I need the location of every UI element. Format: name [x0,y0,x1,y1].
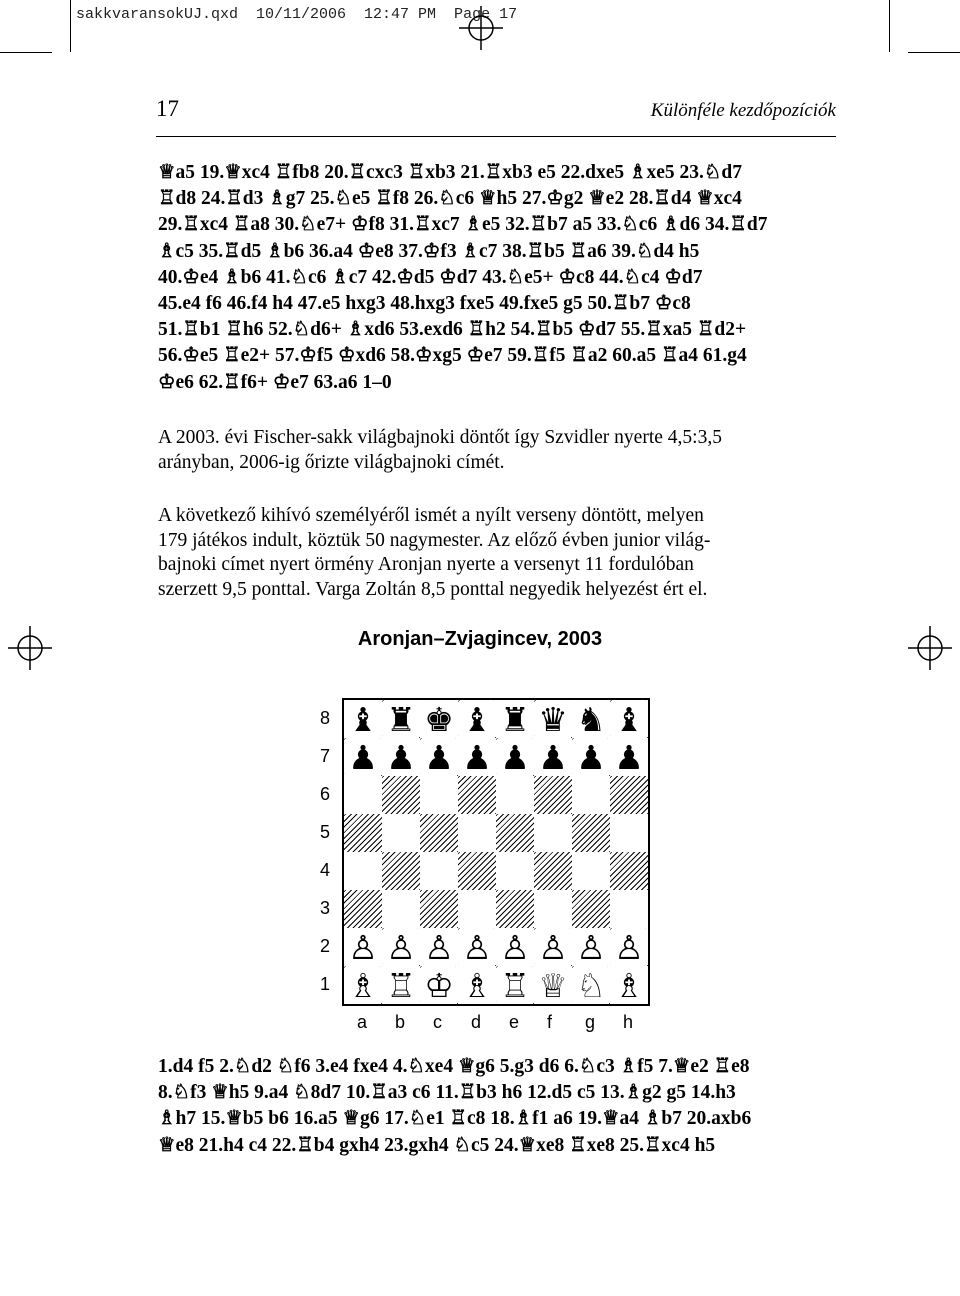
board-square-b8 [382,700,420,738]
board-square-g2 [572,928,610,966]
chess-piece-icon: ♕ [534,966,572,1004]
board-square-d6 [458,776,496,814]
board-square-e7 [496,738,534,776]
board-square-f1 [534,966,572,1004]
running-title: Különféle kezdőpozíciók [650,100,836,121]
paragraph-line: bajnoki címet nyert örmény Aronjan nyerte a versenyt 11 fordulóban [158,554,694,576]
file-label: d [471,1012,482,1032]
chess-piece-icon: ♙ [458,928,496,966]
chess-piece-icon: ♗ [610,966,648,1004]
board-square-f7 [534,738,572,776]
board-square-g3 [572,890,610,928]
board-square-a8 [344,700,382,738]
chess-piece-icon: ♙ [534,928,572,966]
chess-piece-icon: ♟ [420,738,458,776]
move-line: ♕e8 21.h4 c4 22.♖b4 gxh4 23.gxh4 ♘c5 24.♕xe8 ♖xe8 25.♖xc4 h5 [158,1134,716,1156]
board-square-e8 [496,700,534,738]
board-square-b3 [382,890,420,928]
rank-label: 2 [320,936,331,956]
rank-label: 3 [320,898,331,918]
board-square-e1 [496,966,534,1004]
board-square-d8 [458,700,496,738]
chess-piece-icon: ♞ [572,700,610,738]
board-square-b7 [382,738,420,776]
chess-board [342,698,650,1006]
chess-piece-icon: ♘ [572,966,610,1004]
chess-piece-icon: ♙ [610,928,648,966]
rank-label: 1 [320,974,331,994]
crop-mark [70,0,71,52]
board-square-b2 [382,928,420,966]
chess-piece-icon: ♟ [344,738,382,776]
move-line: 45.e4 f6 46.f4 h4 47.e5 hxg3 48.hxg3 fxe5 49.fxe5 g5 50.♖b7 ♔c8 [158,292,691,314]
paragraph-line: szerzett 9,5 ponttal. Varga Zoltán 8,5 ponttal negyedik helyezést ért el. [158,578,708,600]
board-square-c5 [420,814,458,852]
board-square-e5 [496,814,534,852]
crop-mark [889,0,890,52]
board-square-g7 [572,738,610,776]
board-square-b6 [382,776,420,814]
board-square-e4 [496,852,534,890]
board-square-c2 [420,928,458,966]
rank-label: 7 [320,746,331,766]
board-square-a3 [344,890,382,928]
header-rule [156,136,836,137]
rank-label: 4 [320,860,331,880]
board-square-h5 [610,814,648,852]
board-square-h4 [610,852,648,890]
board-square-a7 [344,738,382,776]
board-square-f5 [534,814,572,852]
chess-piece-icon: ♟ [610,738,648,776]
board-square-d7 [458,738,496,776]
chess-piece-icon: ♜ [382,700,420,738]
registration-mark-icon [459,6,503,50]
paragraph-line: arányban, 2006-ig őrizte világbajnoki címét. [158,451,505,473]
move-line: 29.♖xc4 ♖a8 30.♘e7+ ♔f8 31.♖xc7 ♗e5 32.♖b7 a5 33.♘c6 ♗d6 34.♖d7 [158,214,768,236]
file-slug: sakkvaransokUJ.qxd 10/11/2006 12:47 PM Page 17 [76,6,518,23]
board-square-e2 [496,928,534,966]
chess-piece-icon: ♝ [458,700,496,738]
chess-piece-icon: ♚ [420,700,458,738]
board-square-b1 [382,966,420,1004]
board-square-h7 [610,738,648,776]
chess-piece-icon: ♟ [572,738,610,776]
move-line: ♗h7 15.♕b5 b6 16.a5 ♕g6 17.♘e1 ♖c8 18.♗f1 a6 19.♕a4 ♗b7 20.axb6 [158,1108,752,1130]
chess-piece-icon: ♗ [344,966,382,1004]
board-square-h1 [610,966,648,1004]
chess-piece-icon: ♟ [496,738,534,776]
board-square-b5 [382,814,420,852]
paragraph-line: A 2003. évi Fischer-sakk világbajnoki döntőt így Szvidler nyerte 4,5:3,5 [158,427,722,448]
chess-piece-icon: ♙ [382,928,420,966]
move-line: ♔e6 62.♖f6+ ♔e7 63.a6 1–0 [158,371,392,393]
board-square-f8 [534,700,572,738]
board-square-a6 [344,776,382,814]
board-square-a2 [344,928,382,966]
file-label: b [395,1012,406,1032]
board-square-c6 [420,776,458,814]
board-square-f2 [534,928,572,966]
chess-piece-icon: ♙ [420,928,458,966]
board-square-c1 [420,966,458,1004]
board-square-e6 [496,776,534,814]
board-square-c3 [420,890,458,928]
board-square-g1 [572,966,610,1004]
rank-label: 8 [320,708,331,728]
chess-piece-icon: ♝ [344,700,382,738]
rank-label: 5 [320,822,331,842]
board-square-a1 [344,966,382,1004]
move-line: 56.♔e5 ♖e2+ 57.♔f5 ♔xd6 58.♔xg5 ♔e7 59.♖f5 ♖a2 60.a5 ♖a4 61.g4 [158,345,747,367]
chess-piece-icon: ♔ [420,966,458,1004]
chess-piece-icon: ♟ [458,738,496,776]
chess-piece-icon: ♜ [496,700,534,738]
board-square-d5 [458,814,496,852]
chess-piece-icon: ♗ [458,966,496,1004]
chess-piece-icon: ♙ [344,928,382,966]
chess-piece-icon: ♙ [572,928,610,966]
game-moves-top [158,160,838,396]
board-square-c8 [420,700,458,738]
file-label: f [547,1012,553,1032]
move-line: 40.♔e4 ♗b6 41.♘c6 ♗c7 42.♔d5 ♔d7 43.♘e5+ ♔c8 44.♘c4 ♔d7 [158,266,703,288]
diagram-title: Aronjan–Zvjagincev, 2003 [357,628,603,650]
paragraph-line: A következő kihívó személyéről ismét a nyílt verseny döntött, melyen [158,505,704,526]
board-square-g8 [572,700,610,738]
paragraph-line: 179 játékos indult, köztük 50 nagymester. Az előző évben junior világ- [158,529,711,551]
chess-piece-icon: ♖ [496,966,534,1004]
board-square-f4 [534,852,572,890]
file-label: g [585,1012,596,1032]
chess-piece-icon: ♝ [610,700,648,738]
chess-piece-icon: ♛ [534,700,572,738]
board-square-g4 [572,852,610,890]
board-square-d3 [458,890,496,928]
board-square-d4 [458,852,496,890]
board-square-h3 [610,890,648,928]
board-square-h6 [610,776,648,814]
board-square-a5 [344,814,382,852]
chess-piece-icon: ♟ [382,738,420,776]
rank-label: 6 [320,784,331,804]
file-label: a [357,1012,368,1032]
board-square-f6 [534,776,572,814]
move-line: ♕a5 19.♕xc4 ♖fb8 20.♖cxc3 ♖xb3 21.♖xb3 e5 22.dxe5 ♗xe5 23.♘d7 [158,162,743,183]
game-moves-bottom [158,1054,838,1159]
paragraph-challenger [158,504,848,602]
board-square-h8 [610,700,648,738]
board-square-e3 [496,890,534,928]
board-square-g5 [572,814,610,852]
file-label: e [509,1012,520,1032]
move-line: 8.♘f3 ♕h5 9.a4 ♘8d7 10.♖a3 c6 11.♖b3 h6 12.d5 c5 13.♗g2 g5 14.h3 [158,1082,736,1104]
chess-piece-icon: ♖ [382,966,420,1004]
chess-piece-icon: ♙ [496,928,534,966]
crop-mark [908,52,960,53]
board-square-c4 [420,852,458,890]
board-square-c7 [420,738,458,776]
crop-mark [0,52,52,53]
board-square-d2 [458,928,496,966]
board-square-f3 [534,890,572,928]
board-square-b4 [382,852,420,890]
paragraph-fischer-championship [158,426,848,475]
move-line: ♗c5 35.♖d5 ♗b6 36.a4 ♔e8 37.♔f3 ♗c7 38.♖b5 ♖a6 39.♘d4 h5 [158,240,700,262]
move-line: ♖d8 24.♖d3 ♗g7 25.♘e5 ♖f8 26.♘c6 ♕h5 27.♔g2 ♕e2 28.♖d4 ♕xc4 [158,188,742,210]
move-line: 51.♖b1 ♖h6 52.♘d6+ ♗xd6 53.exd6 ♖h2 54.♖b5 ♔d7 55.♖xa5 ♖d2+ [158,319,747,341]
board-square-h2 [610,928,648,966]
board-square-g6 [572,776,610,814]
file-label: h [623,1012,634,1032]
board-square-a4 [344,852,382,890]
file-label: c [433,1012,442,1032]
page-number: 17 [156,96,179,121]
chess-piece-icon: ♟ [534,738,572,776]
move-line: 1.d4 f5 2.♘d2 ♘f6 3.e4 fxe4 4.♘xe4 ♕g6 5.g3 d6 6.♘c3 ♗f5 7.♕e2 ♖e8 [158,1056,750,1077]
board-square-d1 [458,966,496,1004]
